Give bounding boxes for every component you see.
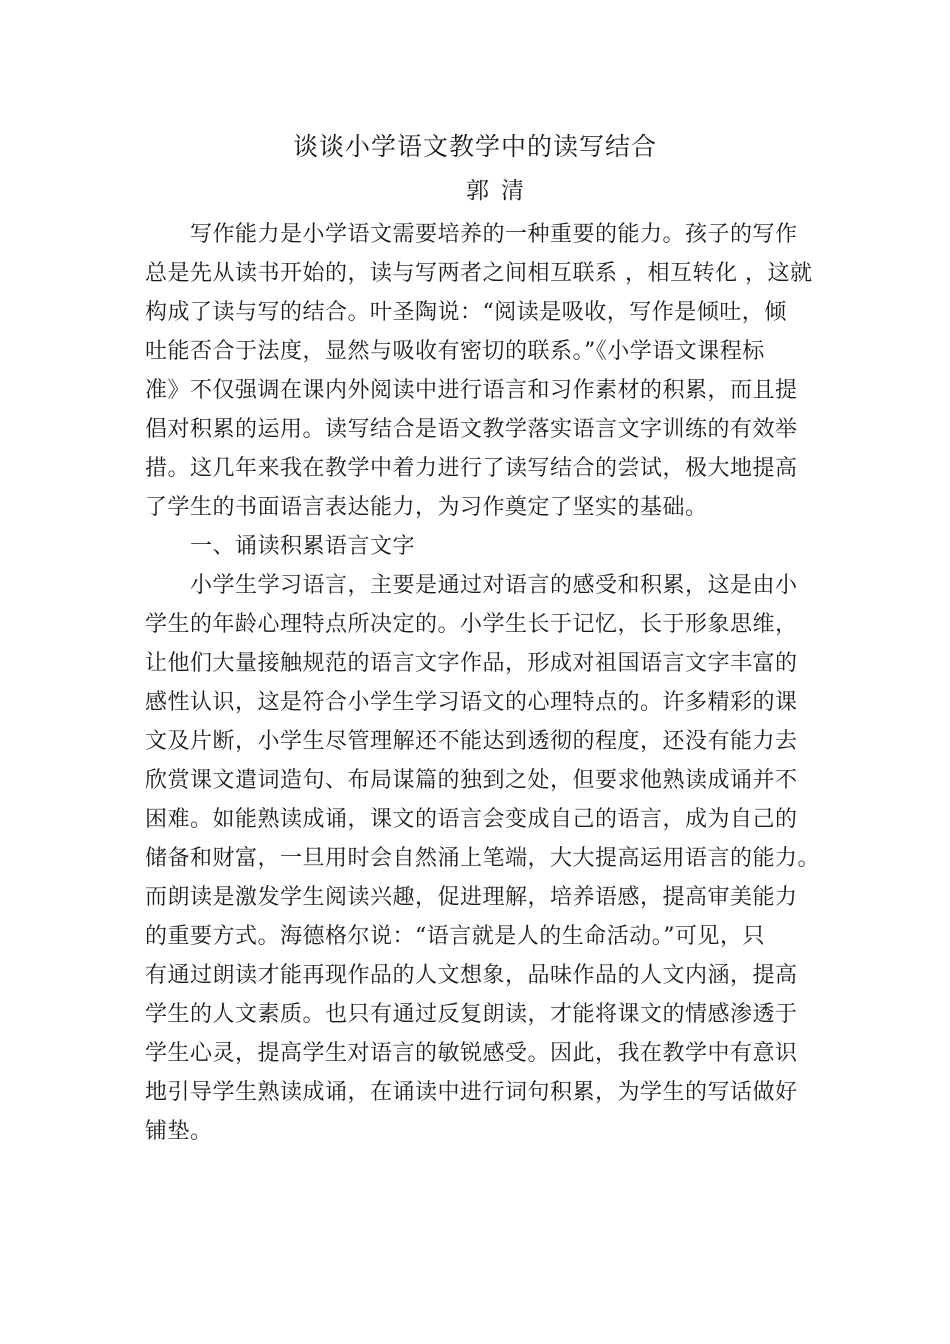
text-line: 写作能力是小学语文需要培养的一种重要的能力。孩子的写作 — [190, 222, 798, 247]
text-line: 构成了读与写的结合。叶圣陶说：“阅读是吸收，写作是倾吐，倾 — [145, 300, 787, 325]
text-line: 储备和财富，一旦用时会自然涌上笔端，大大提高运用语言的能力。 — [145, 846, 821, 871]
text-line: 而朗读是激发学生阅读兴趣，促进理解，培养语感，提高审美能力 — [145, 885, 798, 910]
text-line: 学生心灵，提高学生对语言的敏锐感受。因此，我在教学中有意识 — [145, 1041, 798, 1066]
text-line: 欣赏课文遣词造句、布局谋篇的独到之处，但要求他熟读成诵并不 — [145, 768, 798, 793]
section-heading: 一、诵读积累语言文字 — [190, 534, 416, 559]
text-line: 倡对积累的运用。读写结合是语文教学落实语言文字训练的有效举 — [145, 417, 798, 442]
text-line: 铺垫。 — [145, 1119, 213, 1144]
text-line: 地引导学生熟读成诵，在诵读中进行词句积累，为学生的写话做好 — [145, 1080, 798, 1105]
text-line: 文及片断，小学生尽管理解还不能达到透彻的程度，还没有能力去 — [145, 729, 798, 754]
text-line: 让他们大量接触规范的语言文字作品，形成对祖国语言文字丰富的 — [145, 651, 798, 676]
text-line: 感性认识，这是符合小学生学习语文的心理特点的。许多精彩的课 — [145, 690, 798, 715]
document-body — [145, 215, 835, 1151]
text-line: 吐能否合于法度，显然与吸收有密切的联系。”《小学语文课程标 — [145, 339, 765, 364]
text-line: 小学生学习语言，主要是通过对语言的感受和积累，这是由小 — [190, 573, 798, 598]
text-line: 学生的年龄心理特点所决定的。小学生长于记忆，长于形象思维， — [145, 612, 798, 637]
document-author: 郭清 — [466, 178, 536, 204]
text-line: 困难。如能熟读成诵，课文的语言会变成自己的语言，成为自己的 — [145, 807, 798, 832]
text-line: 了学生的书面语言表达能力，为习作奠定了坚实的基础。 — [145, 495, 708, 520]
document-title: 谈谈小学语文教学中的读写结合 — [292, 132, 657, 161]
text-line: 学生的人文素质。也只有通过反复朗读，才能将课文的情感渗透于 — [145, 1002, 798, 1027]
text-line: 准》不仅强调在课内外阅读中进行语言和习作素材的积累，而且提 — [145, 378, 798, 403]
text-line: 的重要方式。海德格尔说：“语言就是人的生命活动。”可见，只 — [145, 924, 765, 949]
text-line: 措。这几年来我在教学中着力进行了读写结合的尝试，极大地提高 — [145, 456, 798, 481]
text-line: 有通过朗读才能再现作品的人文想象，品味作品的人文内涵，提高 — [145, 963, 798, 988]
text-line: 总是先从读书开始的，读与写两者之间相互联系 ，相互转化 ，这就 — [145, 261, 813, 286]
